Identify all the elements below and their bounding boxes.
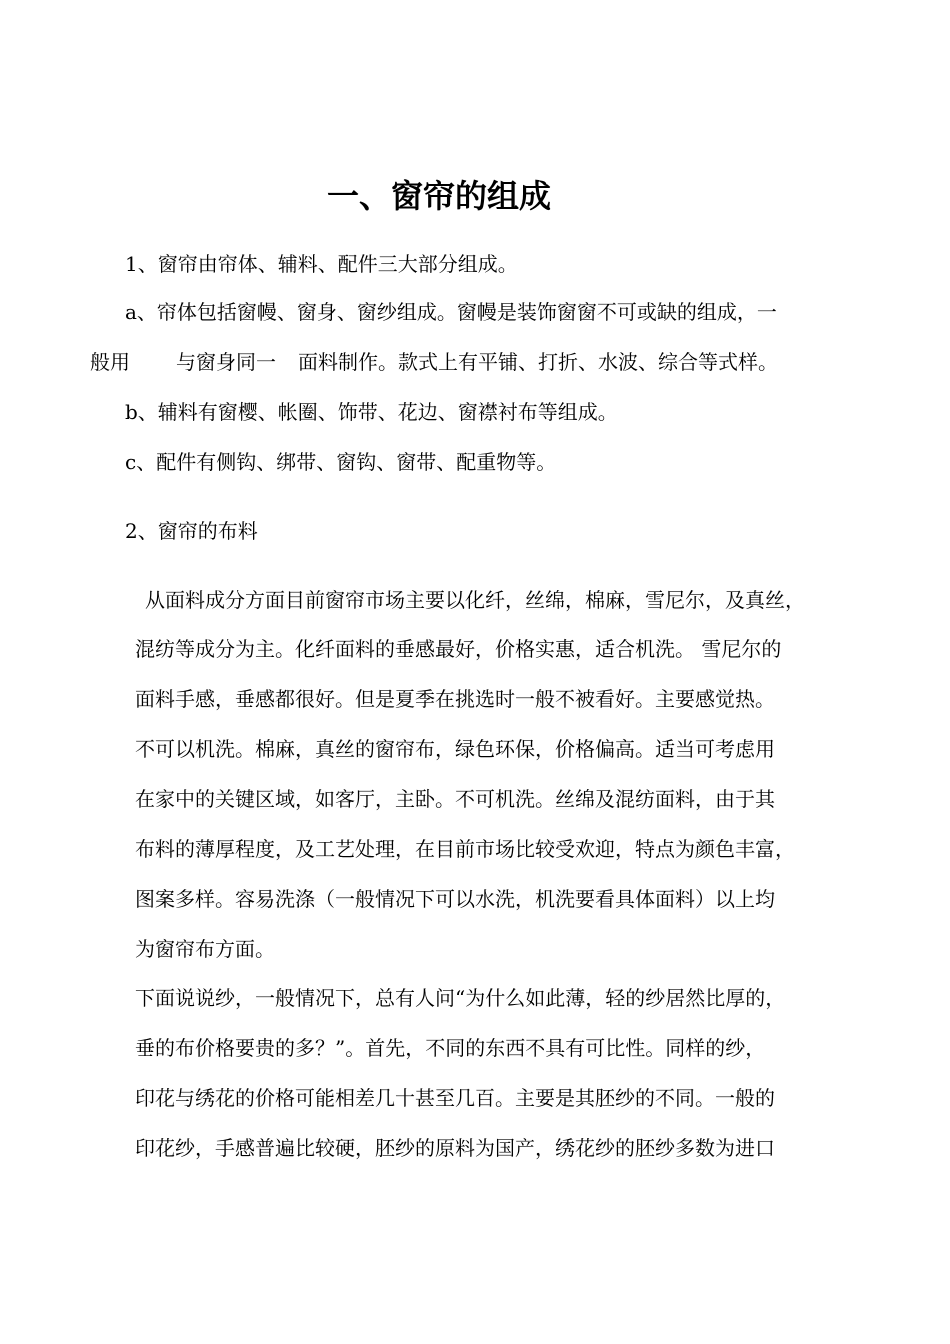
paragraph-a-line-2-part-3: 面料制作。款式上有平铺、打折、水波、综合等式样。 bbox=[298, 350, 778, 374]
section-2-line: 在家中的关键区域，如客厅，主卧。不可机洗。丝绵及混纺面料，由于其 bbox=[135, 787, 775, 811]
section-2-heading: 2、窗帘的布料 bbox=[125, 519, 258, 543]
section-2-line: 面料手感，垂感都很好。但是夏季在挑选时一般不被看好。主要感觉热。 bbox=[135, 687, 775, 711]
section-2-line: 为窗帘布方面。 bbox=[135, 937, 275, 961]
paragraph-1: 1、窗帘由帘体、辅料、配件三大部分组成。 bbox=[125, 252, 518, 276]
paragraph-a-line-2-part-1: 般用 bbox=[90, 350, 130, 374]
section-2-line: 下面说说纱，一般情况下，总有人问“为什么如此薄，轻的纱居然比厚的， bbox=[135, 986, 786, 1010]
paragraph-a-line-2-part-2: 与窗身同一 bbox=[176, 350, 276, 374]
section-2-line: 布料的薄厚程度，及工艺处理，在目前市场比较受欢迎，特点为颜色丰富， bbox=[135, 837, 795, 861]
section-2-line: 图案多样。容易洗涤（一般情况下可以水洗，机洗要看具体面料）以上均 bbox=[135, 887, 775, 911]
section-2-line: 不可以机洗。棉麻，真丝的窗帘布，绿色环保，价格偏高。适当可考虑用 bbox=[135, 737, 775, 761]
paragraph-c: c、配件有侧钩、绑带、窗钩、窗带、配重物等。 bbox=[125, 450, 557, 474]
section-2-line: 混纺等成分为主。化纤面料的垂感最好，价格实惠，适合机洗。 雪尼尔的 bbox=[135, 637, 782, 661]
paragraph-a-line-1: a、帘体包括窗幔、窗身、窗纱组成。窗幔是装饰窗窗不可或缺的组成，一 bbox=[125, 300, 777, 324]
section-2-line: 垂的布价格要贵的多？”。首先，不同的东西不具有可比性。同样的纱， bbox=[135, 1036, 766, 1060]
section-2-line: 印花纱，手感普遍比较硬，胚纱的原料为国产，绣花纱的胚纱多数为进口 bbox=[135, 1136, 775, 1160]
page-title: 一、窗帘的组成 bbox=[326, 177, 551, 215]
section-2-line: 从面料成分方面目前窗帘市场主要以化纤，丝绵，棉麻，雪尼尔，及真丝， bbox=[145, 588, 805, 612]
paragraph-b: b、辅料有窗樱、帐圈、饰带、花边、窗襟衬布等组成。 bbox=[125, 400, 618, 424]
paragraph-a-line-2 bbox=[90, 348, 778, 376]
section-2-line: 印花与绣花的价格可能相差几十甚至几百。主要是其胚纱的不同。一般的 bbox=[135, 1086, 775, 1110]
